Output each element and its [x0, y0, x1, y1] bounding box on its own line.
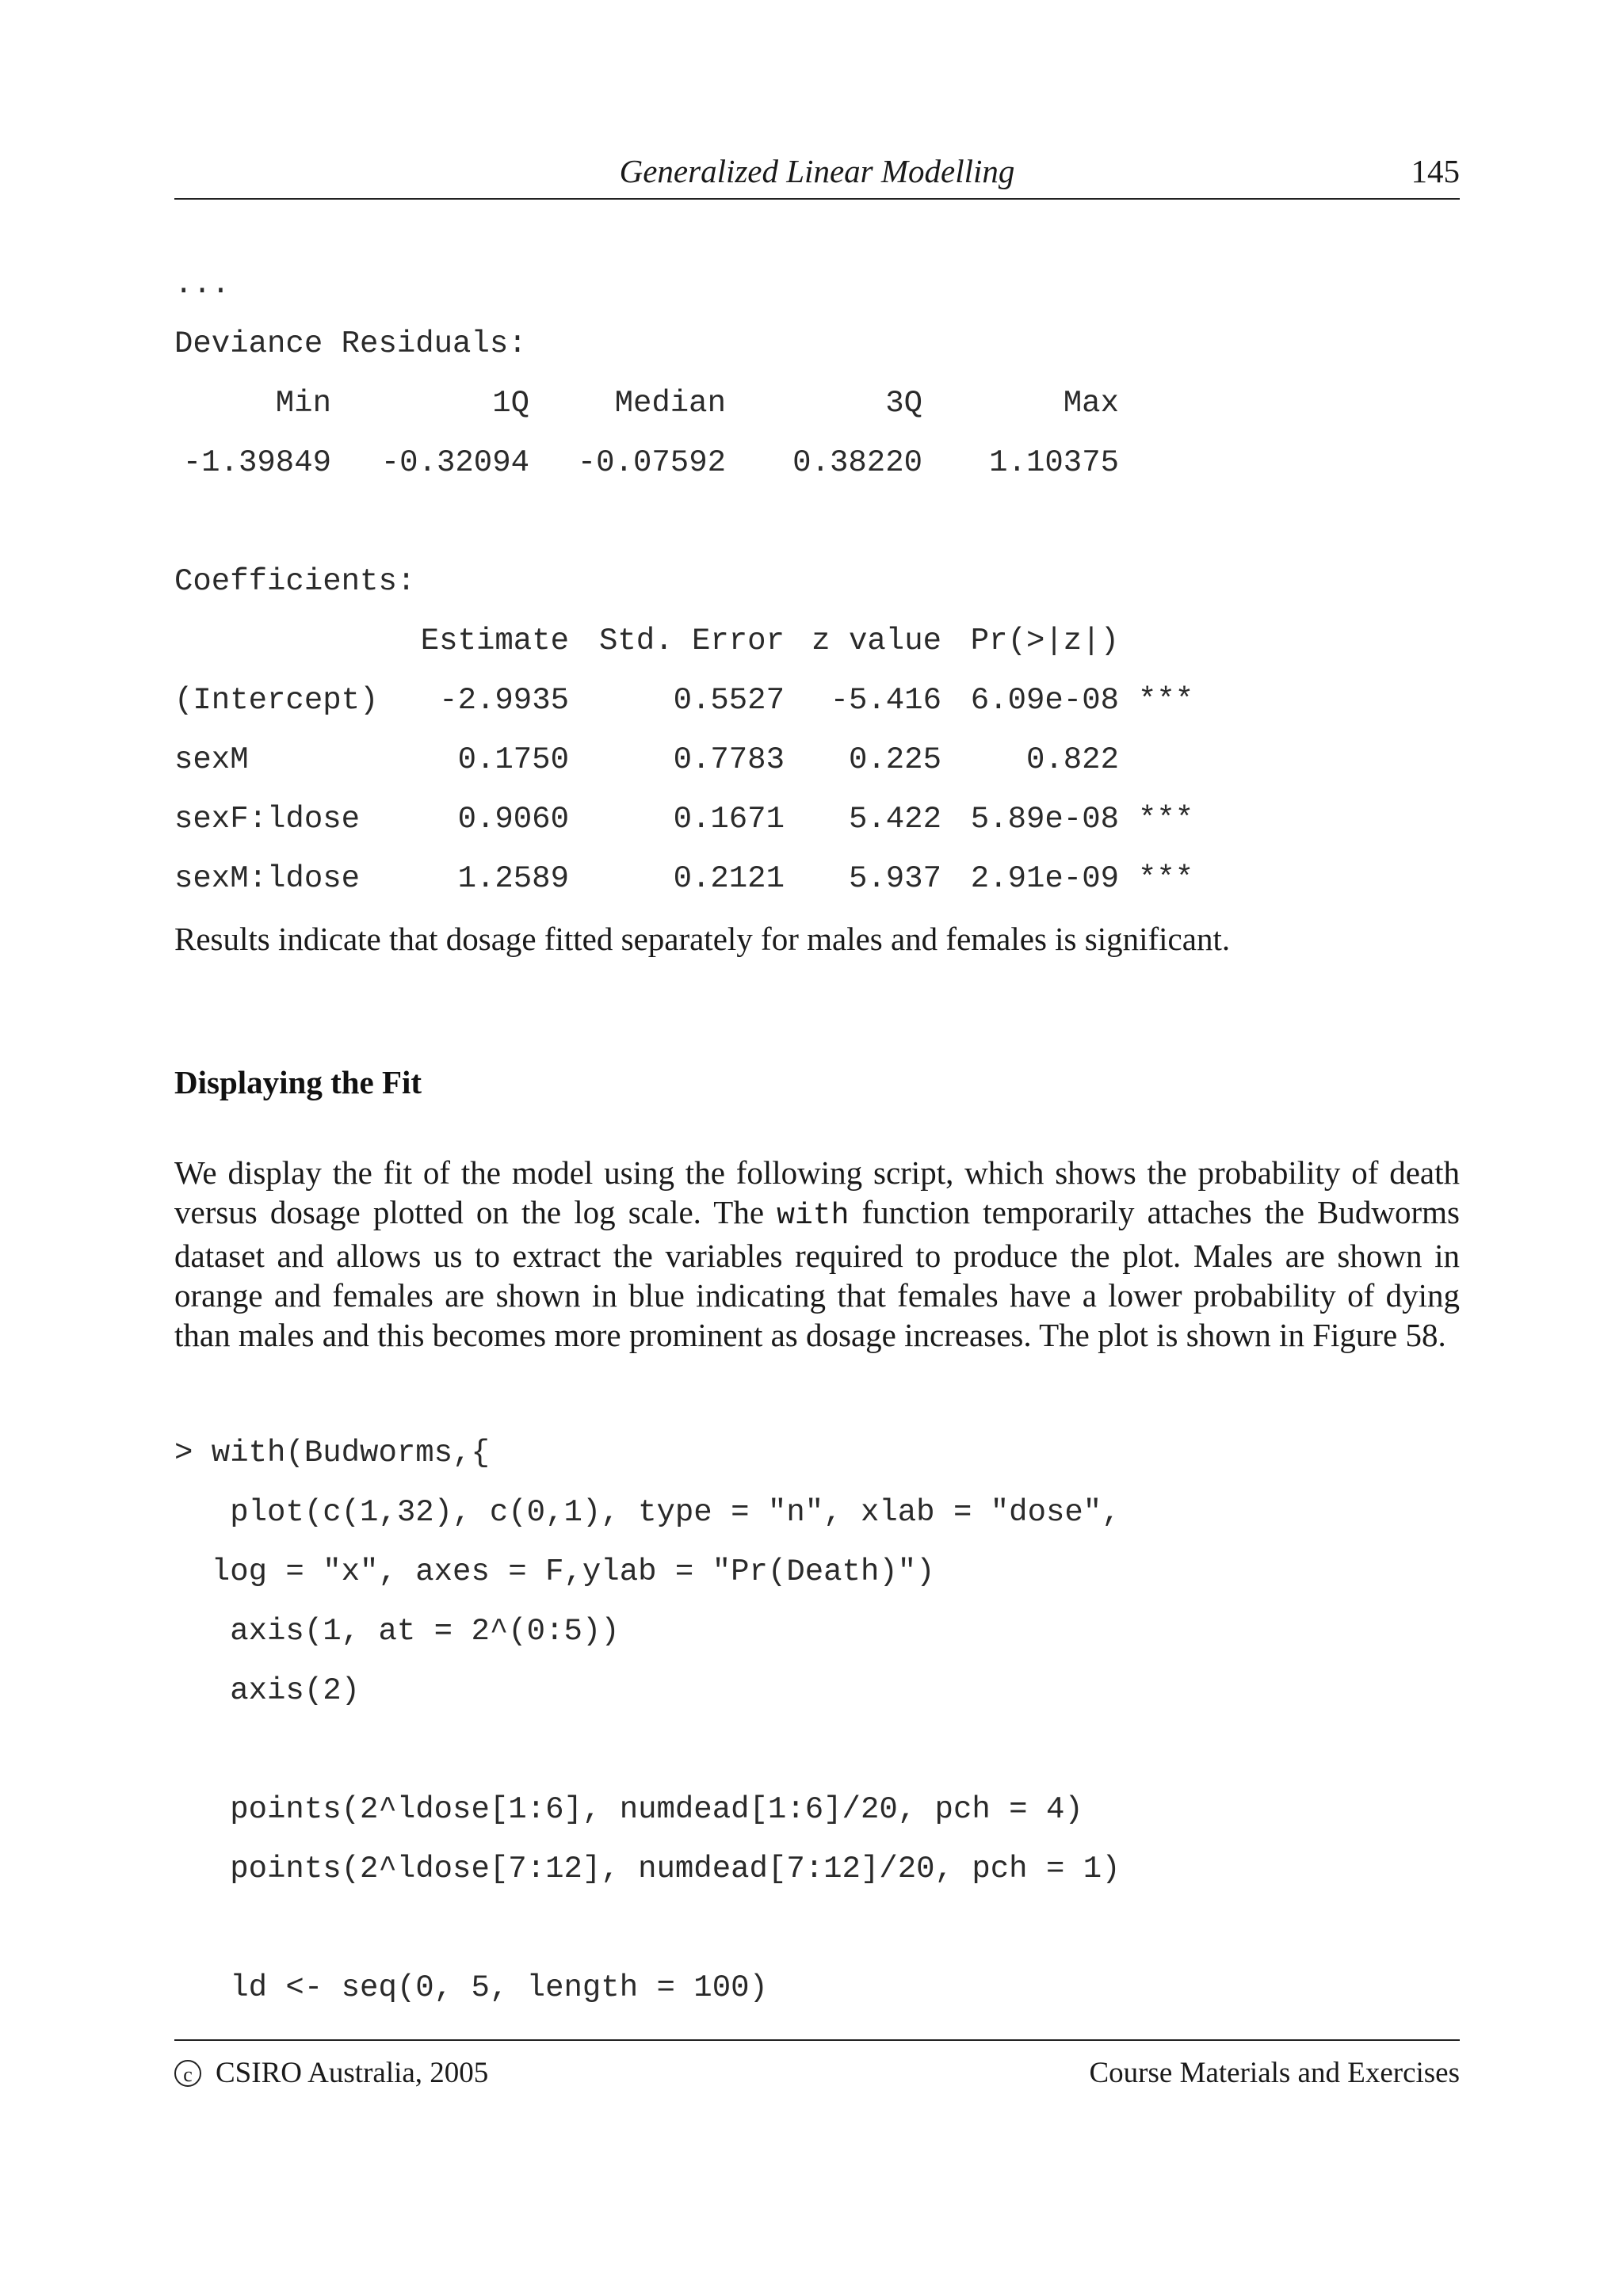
- coef-term: sexF:ldose: [174, 802, 361, 837]
- coef-p-value: 2.91e-09: [970, 861, 1119, 896]
- coef-z-value: 5.422: [848, 802, 941, 837]
- results-sentence: Results indicate that dosage fitted separately for males and females is significant.: [174, 921, 1231, 957]
- coef-std-error: 0.1671: [673, 802, 785, 837]
- coef-term: (Intercept): [174, 683, 379, 718]
- running-header: [174, 151, 1460, 200]
- coef-term: sexM: [174, 742, 249, 777]
- coef-header-z-value: z value: [812, 624, 941, 658]
- footer-left: [174, 2056, 488, 2090]
- coef-significance-stars: ***: [1138, 861, 1194, 896]
- coef-estimate: -2.9935: [439, 683, 569, 718]
- deviance-header-3q: 3Q: [885, 386, 922, 421]
- coef-estimate: 0.9060: [457, 802, 569, 837]
- coef-header-std-error: Std. Error: [598, 624, 785, 658]
- coef-z-value: 5.937: [848, 861, 941, 896]
- coef-estimate: 0.1750: [457, 742, 569, 777]
- coef-p-value: 6.09e-08: [970, 683, 1119, 718]
- output-ellipsis: ...: [174, 267, 231, 302]
- paragraph-text: We display the fit of the model using the following script, which shows the probability of death versus dosage plotted on the log scale. The: [174, 1154, 1460, 1230]
- inline-code-with: with: [777, 1199, 850, 1233]
- script-line-4: axis(1, at = 2^(0:5)): [174, 1614, 620, 1649]
- deviance-header-median: Median: [614, 386, 726, 421]
- footer-rule: [174, 2039, 1460, 2041]
- paragraph-text: function temporarily attaches the Budworms dataset and allows us to extract the variables required to produce the plot. Males are shown in orange and females are shown in blue indicating that females have a lower probability of dying than males and this becomes more prominent as dosage increases. The plot is shown in Figure 58.: [174, 1194, 1460, 1353]
- deviance-value-median: -0.07592: [577, 445, 726, 480]
- coef-std-error: 0.5527: [673, 683, 785, 718]
- coef-p-value: 0.822: [1025, 742, 1119, 777]
- deviance-header-min: Min: [275, 386, 331, 421]
- section-heading: Displaying the Fit: [174, 1064, 422, 1100]
- coef-significance-stars: ***: [1138, 802, 1194, 837]
- coefficients-label: Coefficients:: [174, 564, 416, 599]
- deviance-value-max: 1.10375: [989, 445, 1119, 480]
- deviance-header-1q: 1Q: [492, 386, 529, 421]
- footer-copyright-text: CSIRO Australia, 2005: [216, 2057, 489, 2089]
- script-line-5: axis(2): [174, 1673, 361, 1708]
- page-number: 145: [1411, 153, 1460, 189]
- deviance-value-1q: -0.32094: [380, 445, 529, 480]
- deviance-header-max: Max: [1063, 386, 1119, 421]
- coef-z-value: 0.225: [848, 742, 941, 777]
- coef-z-value: -5.416: [830, 683, 941, 718]
- coef-significance-stars: ***: [1138, 683, 1194, 718]
- body-paragraph: [174, 1153, 1460, 1355]
- coef-std-error: 0.7783: [673, 742, 785, 777]
- coef-term: sexM:ldose: [174, 861, 361, 896]
- deviance-residuals-label: Deviance Residuals:: [174, 326, 527, 361]
- script-line-7: points(2^ldose[7:12], numdead[7:12]/20, pch = 1): [174, 1852, 1121, 1886]
- deviance-value-3q: 0.38220: [792, 445, 922, 480]
- coef-estimate: 1.2589: [457, 861, 569, 896]
- coef-std-error: 0.2121: [673, 861, 785, 896]
- script-line-3: log = "x", axes = F,ylab = "Pr(Death)"): [174, 1554, 935, 1589]
- coef-p-value: 5.89e-08: [970, 802, 1119, 837]
- script-line-1: > with(Budworms,{: [174, 1436, 490, 1470]
- deviance-value-min: -1.39849: [182, 445, 331, 480]
- footer-right: Course Materials and Exercises: [1089, 2057, 1460, 2089]
- copyright-icon: c: [174, 2060, 201, 2087]
- coef-header-estimate: Estimate: [420, 624, 569, 658]
- script-line-8: ld <- seq(0, 5, length = 100): [174, 1970, 768, 2005]
- script-line-2: plot(c(1,32), c(0,1), type = "n", xlab = "dose",: [174, 1495, 1121, 1530]
- running-header-title: Generalized Linear Modelling: [619, 153, 1015, 189]
- coef-header-p-value: Pr(>|z|): [970, 624, 1119, 658]
- script-line-6: points(2^ldose[1:6], numdead[1:6]/20, pch = 4): [174, 1792, 1083, 1827]
